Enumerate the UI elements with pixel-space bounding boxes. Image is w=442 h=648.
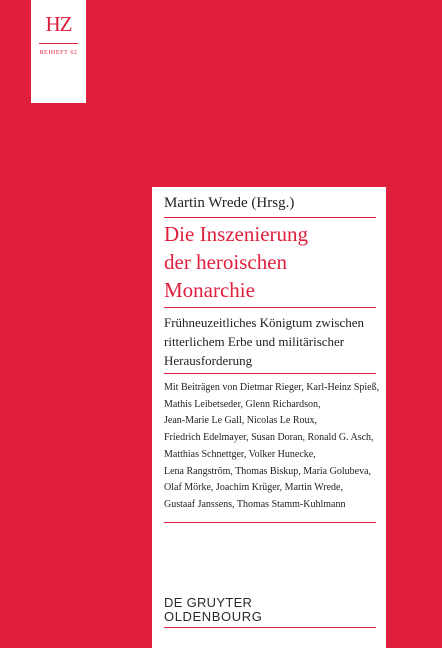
- contributors-line: Olaf Mörke, Joachim Krüger, Martin Wrede,: [164, 482, 343, 494]
- contributors-line: Mathis Leibetseder, Glenn Richardson,: [164, 398, 321, 410]
- book-subtitle: [164, 313, 382, 370]
- title-line: Monarchie: [164, 278, 255, 302]
- title-line: Die Inszenierung: [164, 222, 309, 246]
- book-title: [164, 220, 382, 304]
- divider-title: [164, 307, 376, 308]
- series-logo: HZ: [45, 12, 72, 36]
- badge-divider: [39, 43, 78, 44]
- publisher-name: DE GRUYTER: [164, 595, 253, 610]
- author-line: Martin Wrede (Hrsg.): [164, 195, 295, 211]
- series-label: BEIHEFT 62: [39, 50, 78, 56]
- divider-top: [164, 217, 376, 218]
- subtitle-line: Frühneuzeitliches Königtum zwischen: [164, 315, 365, 330]
- contributors: [164, 380, 384, 514]
- contributors-line: Friedrich Edelmayer, Susan Doran, Ronald G. Asch,: [164, 432, 374, 444]
- publisher-imprint: OLDENBOURG: [164, 609, 263, 624]
- publisher-logo: [164, 596, 379, 624]
- contributors-line: Matthias Schnettger, Volker Hunecke,: [164, 448, 316, 460]
- divider-bottom: [164, 627, 376, 628]
- series-badge: [31, 0, 86, 103]
- contributors-line: Lena Rangström, Thomas Biskup, Maria Golubeva,: [164, 465, 372, 477]
- contributors-line: Gustaaf Janssens, Thomas Stamm-Kuhlmann: [164, 498, 346, 510]
- contributors-line: Mit Beiträgen von Dietmar Rieger, Karl-Heinz Spieß,: [164, 382, 380, 393]
- title-line: der heroischen: [164, 250, 288, 274]
- subtitle-line: Herausforderung: [164, 353, 253, 368]
- subtitle-line: ritterlichem Erbe und militärischer: [164, 334, 345, 349]
- title-panel: [152, 187, 386, 648]
- divider-contributors: [164, 522, 376, 523]
- contributors-line: Jean-Marie Le Gall, Nicolas Le Roux,: [164, 415, 318, 427]
- divider-subtitle: [164, 373, 376, 374]
